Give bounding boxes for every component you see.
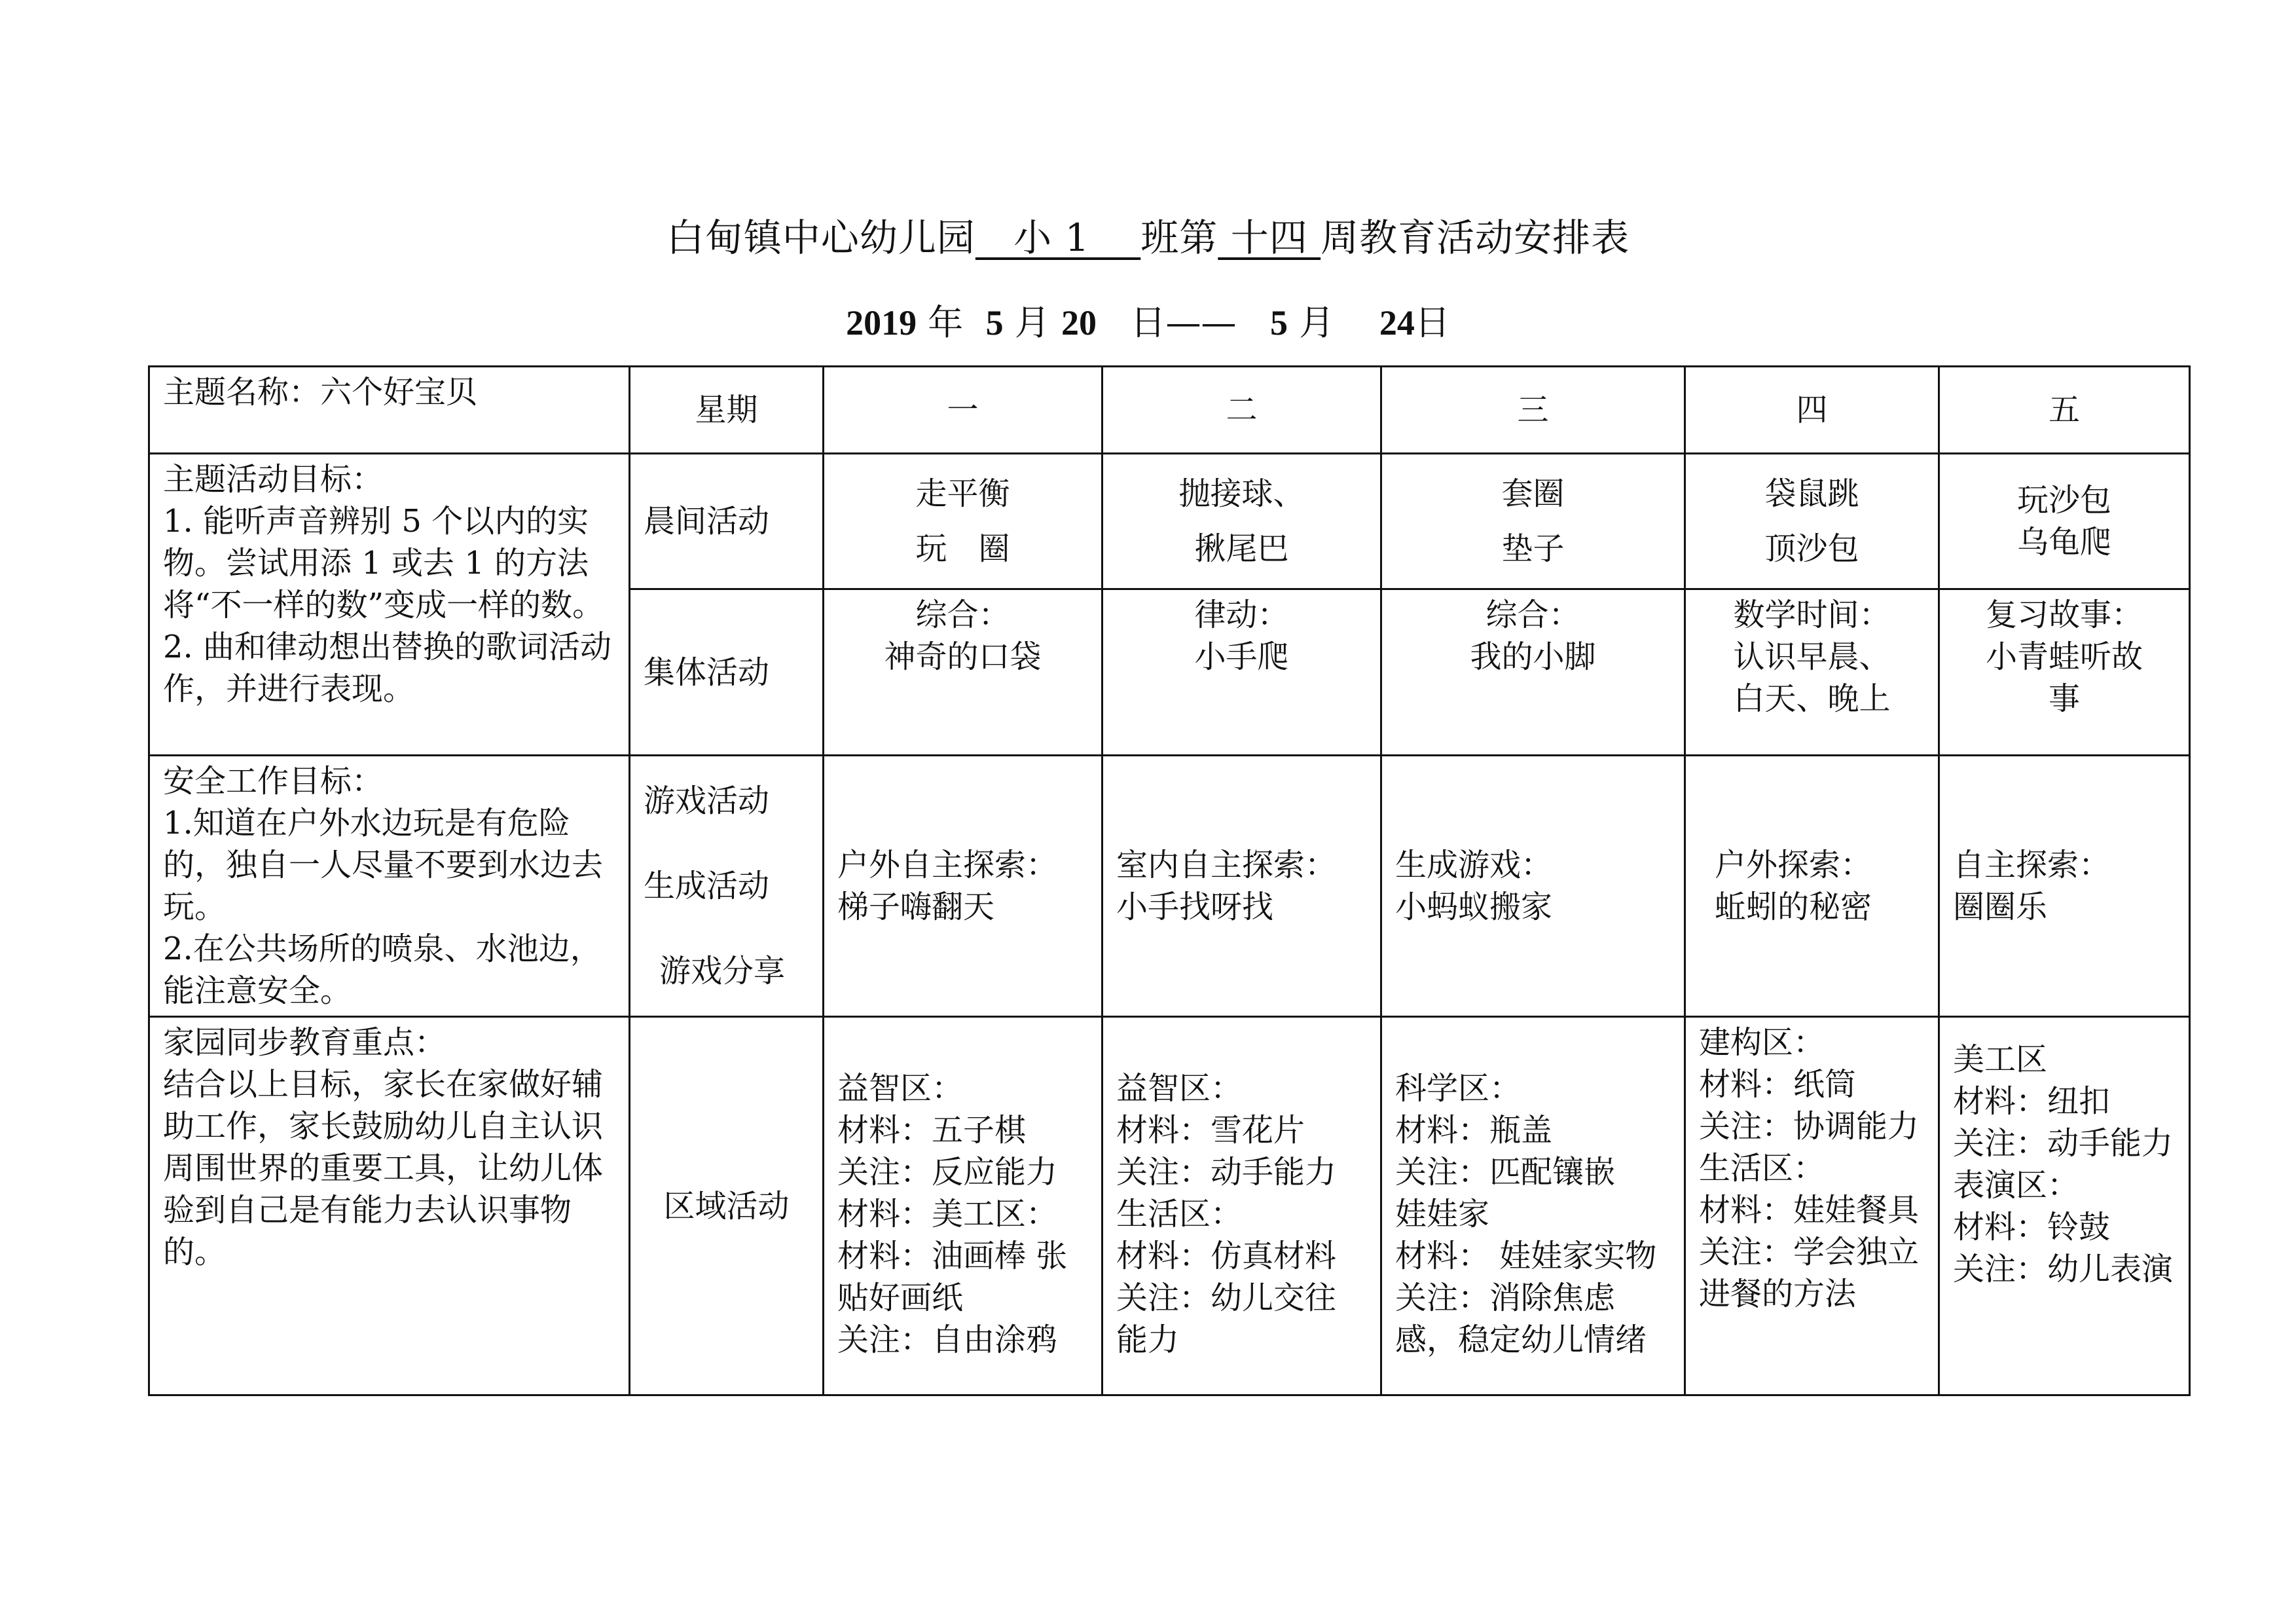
safety-goal-item: 1.知道在户外水边玩是有危险的，独自一人尽量不要到水边去玩。: [163, 805, 604, 925]
activity-line: 白天、晚上: [1733, 680, 1891, 717]
theme-name-cell: [149, 367, 630, 454]
area-line: 材料：五子棋: [837, 1112, 1027, 1149]
safety-goal-item: 2.在公共场所的喷泉、水池边，能注意安全。: [163, 931, 602, 1009]
safety-goals-heading: 安全工作目标：: [163, 763, 384, 800]
area-line: 娃娃家: [1395, 1196, 1490, 1232]
morning-cell: [1381, 454, 1685, 589]
activity-line: 综合：: [1485, 597, 1580, 633]
day-monday: 一: [824, 367, 1102, 454]
morning-label: 晨间活动: [630, 454, 824, 589]
game-cell: [1685, 756, 1939, 1017]
activity-line: 玩沙包: [2016, 482, 2111, 519]
area-line: 关注：动手能力: [1953, 1125, 2174, 1162]
activity-line: 小蚂蚁搬家: [1395, 889, 1553, 925]
activity-line: 生成游戏：: [1395, 847, 1553, 883]
area-line: 关注：动手能力: [1116, 1154, 1337, 1190]
group-cell: [824, 589, 1102, 756]
area-line: 材料： 娃娃家实物: [1395, 1238, 1657, 1274]
theme-goals-heading: 主题活动目标：: [163, 461, 384, 498]
theme-name: 主题名称：六个好宝贝: [163, 374, 478, 411]
area-line: 关注：幼儿表演: [1953, 1251, 2174, 1287]
area-line: 材料：雪花片: [1116, 1112, 1305, 1149]
activity-line: 抛接球、: [1178, 475, 1305, 512]
home-school-text: 结合以上目标，家长在家做好辅助工作，家长鼓励幼儿自主认识周围世界的重要工具，让幼儿体验到自己是有能力去认识事物的。: [163, 1066, 604, 1270]
area-line: 材料：纸筒: [1699, 1066, 1857, 1103]
area-line: 益智区：: [837, 1070, 964, 1107]
activity-line: 垫子: [1501, 530, 1565, 567]
title-class-suffix: 班第: [1140, 215, 1218, 260]
area-line: 科学区：: [1395, 1070, 1522, 1107]
area-line: 材料：铃鼓: [1953, 1209, 2111, 1246]
area-line: 表演区：: [1953, 1167, 2079, 1204]
area-line: 建构区：: [1699, 1024, 1825, 1061]
activity-line: 套圈: [1501, 475, 1565, 512]
theme-goals-cell: [149, 454, 630, 756]
activity-line: 室内自主探索：: [1116, 847, 1337, 883]
area-cell: [824, 1017, 1102, 1395]
theme-goal-item: 2. 曲和律动想出替换的歌词活动作，并进行表现。: [163, 629, 612, 707]
area-line: 材料：娃娃餐具: [1699, 1192, 1920, 1228]
activity-line: 蚯蚓的秘密: [1715, 889, 1872, 925]
activity-line: 圈圈乐: [1953, 889, 2048, 925]
header-row: [149, 367, 2190, 454]
area-line: 关注：协调能力: [1699, 1108, 1920, 1145]
generated-activity-label: 生成活动: [644, 868, 770, 904]
month-label-2: 月: [1288, 302, 1346, 343]
activity-line: 小手找呀找: [1116, 889, 1274, 925]
year: 2019: [846, 303, 917, 342]
activity-line: 我的小脚: [1470, 638, 1596, 675]
group-cell: [1102, 589, 1381, 756]
area-line: 关注：自由涂鸦: [837, 1321, 1058, 1358]
activity-line: 袋鼠跳: [1764, 475, 1859, 512]
area-line: 材料：油画棒 张贴好画纸: [837, 1238, 1068, 1316]
activity-line: 复习故事：: [1985, 597, 2143, 633]
area-line: 关注：学会独立进餐的方法: [1699, 1234, 1920, 1312]
area-line: 益智区：: [1116, 1070, 1243, 1107]
game-cell: [824, 756, 1102, 1017]
area-cell: [1685, 1017, 1939, 1395]
theme-goal-item: 1. 能听声音辨别 5 个以内的实物。尝试用添 1 或去 1 的方法将“不一样的数”变成一样的数。: [163, 503, 604, 623]
activity-line: 小手爬: [1194, 638, 1289, 675]
activity-line: 小青蛙听故: [1985, 638, 2143, 675]
activity-line: 神奇的口袋: [884, 638, 1042, 675]
group-cell: [1381, 589, 1685, 756]
day-friday: 五: [1939, 367, 2190, 454]
area-line: 美工区: [1953, 1041, 2048, 1078]
end-day: 24: [1379, 303, 1415, 342]
area-line: 关注：消除焦虑感，稳定幼儿情绪: [1395, 1280, 1647, 1358]
start-day: 20: [1061, 303, 1097, 342]
morning-cell: [1102, 454, 1381, 589]
day-wednesday: 三: [1381, 367, 1685, 454]
game-cell: [1102, 756, 1381, 1017]
day-label-2: 日: [1414, 302, 1450, 343]
activity-line: 户外自主探索：: [837, 847, 1058, 883]
area-line: 关注：幼儿交往能力: [1116, 1280, 1337, 1358]
safety-goals-cell: [149, 756, 630, 1017]
activity-line: 走平衡: [915, 475, 1010, 512]
year-label: 年: [917, 302, 975, 343]
activity-line: 认识早晨、: [1733, 638, 1891, 675]
activity-line: 事: [2048, 680, 2080, 717]
game-row: [149, 756, 2190, 1017]
group-cell: [1939, 589, 2190, 756]
area-line: 生活区：: [1699, 1150, 1825, 1187]
area-line: 材料：仿真材料: [1116, 1238, 1337, 1274]
weekly-schedule-table: [148, 365, 2191, 1396]
activity-line: 顶沙包: [1764, 530, 1859, 567]
morning-cell: [824, 454, 1102, 589]
group-label: 集体活动: [630, 589, 824, 756]
area-line: 材料：瓶盖: [1395, 1112, 1553, 1149]
game-labels-cell: [630, 756, 824, 1017]
area-line: 生活区：: [1116, 1196, 1243, 1232]
morning-cell: [1939, 454, 2190, 589]
area-label: 区域活动: [630, 1017, 824, 1395]
activity-line: 律动：: [1194, 597, 1289, 633]
activity-line: 自主探索：: [1953, 847, 2111, 883]
day-label: 日——: [1119, 302, 1248, 343]
activity-line: 户外探索：: [1715, 847, 1872, 883]
home-school-heading: 家园同步教育重点：: [163, 1024, 446, 1061]
game-activity-label: 游戏活动: [644, 783, 770, 819]
week-number: 十四: [1218, 215, 1321, 260]
area-line: 关注：反应能力: [837, 1154, 1058, 1190]
end-month: 5: [1270, 303, 1288, 342]
activity-line: 揪尾巴: [1194, 530, 1289, 567]
area-line: 材料：纽扣: [1953, 1083, 2111, 1120]
area-line: 材料：美工区：: [837, 1196, 1058, 1232]
month-label: 月: [1003, 302, 1061, 343]
kindergarten-name: 白甸镇中心幼儿园: [666, 215, 975, 260]
date-range: [0, 293, 2296, 352]
activity-line: 乌龟爬: [2016, 524, 2111, 561]
day-thursday: 四: [1685, 367, 1939, 454]
activity-line: 梯子嗨翻天: [837, 889, 995, 925]
activity-line: 综合：: [915, 597, 1010, 633]
group-cell: [1685, 589, 1939, 756]
class-name: 小 1: [975, 215, 1141, 260]
weekday-header: 星期: [630, 367, 824, 454]
activity-line: 玩 圈: [915, 530, 1010, 567]
morning-row: [149, 454, 2190, 589]
area-line: 关注：匹配镶嵌: [1395, 1154, 1616, 1190]
home-school-cell: [149, 1017, 630, 1395]
title-suffix: 周教育活动安排表: [1321, 215, 1630, 260]
game-cell: [1381, 756, 1685, 1017]
area-cell: [1939, 1017, 2190, 1395]
game-sharing-label: 游戏分享: [659, 953, 786, 989]
area-row: [149, 1017, 2190, 1395]
area-cell: [1102, 1017, 1381, 1395]
area-cell: [1381, 1017, 1685, 1395]
day-tuesday: 二: [1102, 367, 1381, 454]
game-cell: [1939, 756, 2190, 1017]
document-title: [0, 208, 2296, 267]
start-month: 5: [985, 303, 1004, 342]
morning-cell: [1685, 454, 1939, 589]
activity-line: 数学时间：: [1733, 597, 1891, 633]
